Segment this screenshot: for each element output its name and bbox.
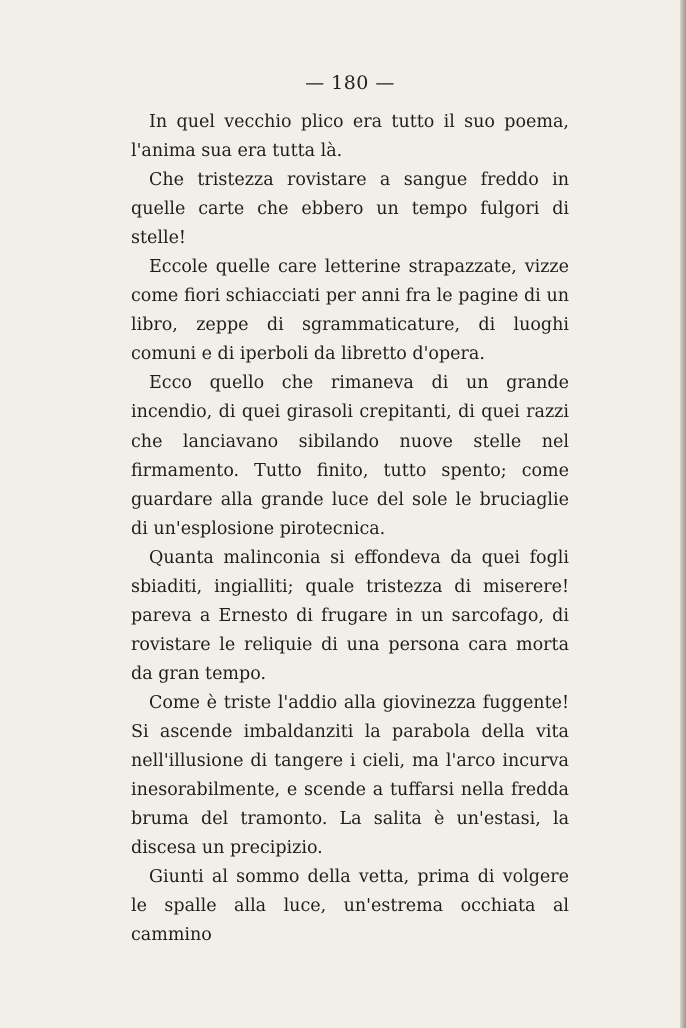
paragraph-3: Eccole quelle care letterine strapazzate, vizze come fiori schiacciati per anni fra le pagine di un libro, zeppe di sgrammaticature, di luoghi comuni e di iperboli da libretto d'opera. (131, 257, 569, 365)
paragraph-1: In quel vecchio plico era tutto il suo poema, l'anima sua era tutta là. (131, 112, 569, 162)
body-text (131, 108, 569, 950)
paragraph-7: Giunti al sommo della vetta, prima di volgere le spalle alla luce, un'estrema occhiata al cammino (131, 867, 569, 946)
paragraph-6: Come è triste l'addio alla giovinezza fuggente! Si ascende imbaldanziti la parabola della vita nell'illusione di tangere i cieli, ma l'arco incurva inesorabilmente, e scende a tuffarsi nella fredda bruma del tramonto. La salita è un'estasi, la discesa un precipizio. (131, 692, 569, 859)
page-number: — 180 — (305, 72, 395, 94)
paragraph-2: Che tristezza rovistare a sangue freddo in quelle carte che ebbero un tempo fulgori di stelle! (131, 170, 569, 249)
paragraph-5: Quanta malinconia si effondeva da quei fogli sbiaditi, ingialliti; quale tristezza di miserere! pareva a Ernesto di frugare in un sarcofago, di rovistare le reliquie di una persona cara morta da gran tempo. (131, 547, 569, 684)
page-edge-shadow (680, 0, 686, 1028)
paragraph-4: Ecco quello che rimaneva di un grande incendio, di quei girasoli crepitanti, di quei razzi che lanciavano sibilando nuove stelle nel firmamento. Tutto finito, tutto spento; come guardare alla grande luce del sole le bruciaglie di un'esplosione pirotecnica. (131, 373, 569, 539)
